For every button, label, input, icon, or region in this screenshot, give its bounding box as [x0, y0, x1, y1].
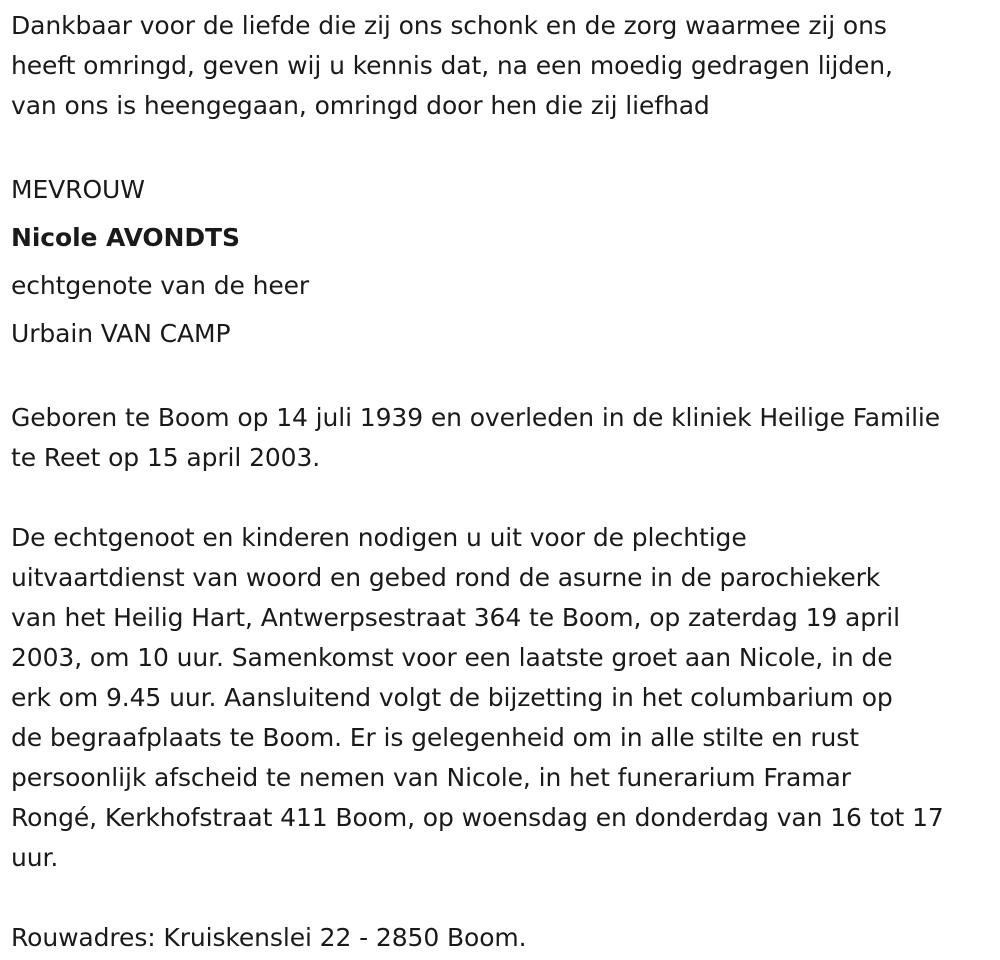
- ceremony-paragraph: De echtgenoot en kinderen nodigen u uit voor de plechtige uitvaartdienst van woord en gebed rond de asurne in de parochiekerk van het Heilig Hart, Antwerpsestraat 364 te Boom, op zaterdag 19 april 2003, om 10 uur. Samenkomst voor een laatste groet aan Nicole, in de erk om 9.45 uur. Aansluitend volgt de bijzetting in het columbarium op de begraafplaats te Boom. Er is gelegenheid om in alle stilte en rust persoonlijk afscheid te nemen van Nicole, in het funerarium Framar Rongé, Kerkhofstraat 411 Boom, op woensdag en donderdag van 16 tot 17 uur.: [11, 523, 944, 872]
- spacer: [11, 878, 1000, 918]
- deceased-name: Nicole AVONDTS: [11, 223, 240, 252]
- birth-death-paragraph: Geboren te Boom op 14 juli 1939 en overleden in de kliniek Heilige Familie te Reet op 15 april 2003.: [11, 403, 941, 472]
- spacer: [11, 358, 1000, 398]
- spacer: [11, 478, 1000, 518]
- spouse-name: Urbain VAN CAMP: [11, 319, 231, 348]
- mourning-address: Rouwadres: Kruiskenslei 22 - 2850 Boom.: [11, 923, 527, 952]
- intro-paragraph: Dankbaar voor de liefde die zij ons schonk en de zorg waarmee zij ons heeft omringd, geven wij u kennis dat, na een moedig gedragen lijden, van ons is heengegaan, omringd door hen die zij liefhad: [11, 11, 893, 120]
- spouse-prefix: echtgenote van de heer: [11, 271, 310, 300]
- spacer: [11, 126, 1000, 166]
- honorific: MEVROUW: [11, 175, 145, 204]
